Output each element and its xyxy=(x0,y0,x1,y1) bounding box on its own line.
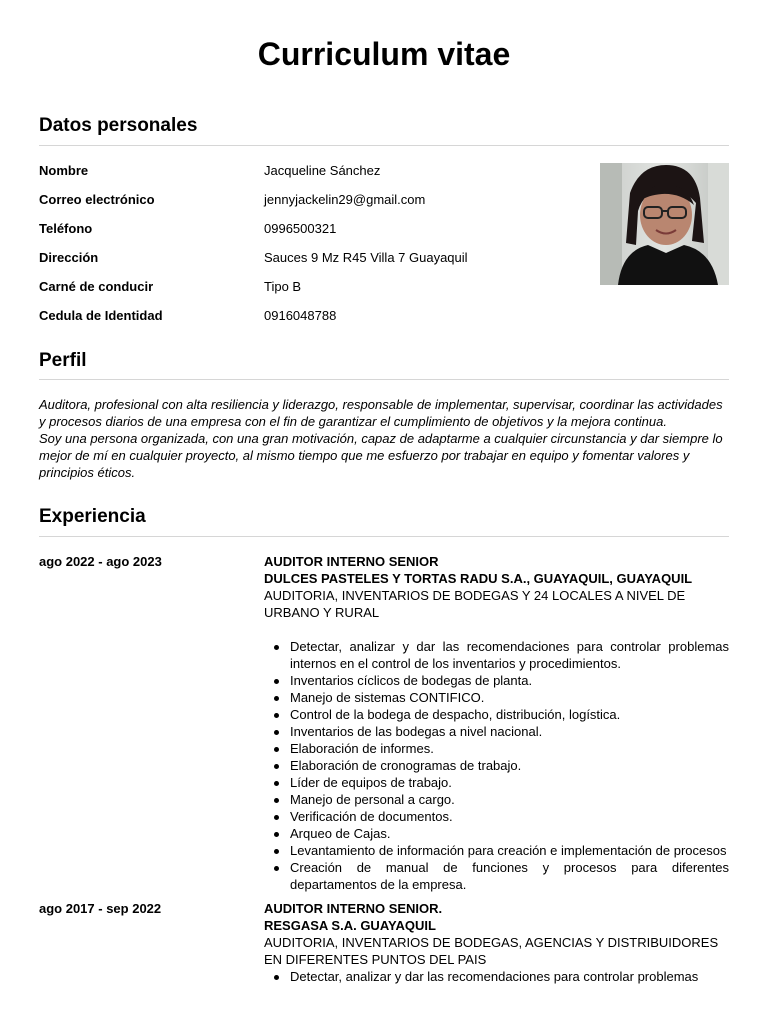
experience-bullet: Creación de manual de funciones y procesos para diferentes departamentos de la empresa. xyxy=(264,859,729,893)
personal-value: Sauces 9 Mz R45 Villa 7 Guayaquil xyxy=(264,250,468,265)
personal-value: Jacqueline Sánchez xyxy=(264,163,381,178)
personal-label: Cedula de Identidad xyxy=(39,308,163,323)
experience-bullet: Levantamiento de información para creación e implementación de procesos xyxy=(264,842,729,859)
personal-row-address xyxy=(39,250,579,268)
experience-bullet: Elaboración de cronogramas de trabajo. xyxy=(264,757,729,774)
section-divider xyxy=(39,536,729,537)
personal-value: Tipo B xyxy=(264,279,302,294)
profile-paragraph: Soy una persona organizada, con una gran motivación, capaz de adaptarme a cualquier circunstancia y dar siempre lo mejor de mí en cualquier proyecto, al mismo tiempo que me esfuerzo por trabajar en equipo y fomentar valores y principios éticos. xyxy=(39,431,723,480)
document-title: Curriculum vitae xyxy=(257,36,511,72)
section-divider xyxy=(39,379,729,380)
experience-bullet: Arqueo de Cajas. xyxy=(264,825,729,842)
personal-label: Correo electrónico xyxy=(39,192,155,207)
experience-bullet: Líder de equipos de trabajo. xyxy=(264,774,729,791)
experience-role: AUDITOR INTERNO SENIOR. xyxy=(264,901,443,916)
experience-dates: ago 2022 - ago 2023 xyxy=(39,554,162,569)
experience-bullet-list xyxy=(264,968,729,985)
personal-row-name xyxy=(39,163,579,181)
experience-bullet: Control de la bodega de despacho, distribución, logística. xyxy=(264,706,729,723)
experience-summary: AUDITORIA, INVENTARIOS DE BODEGAS Y 24 LOCALES A NIVEL DE URBANO Y RURAL xyxy=(264,588,686,620)
personal-label: Dirección xyxy=(39,250,99,265)
personal-value: 0996500321 xyxy=(264,221,337,236)
experience-bullet: Manejo de personal a cargo. xyxy=(264,791,729,808)
personal-label: Nombre xyxy=(39,163,89,178)
experience-bullet: Detectar, analizar y dar las recomendaciones para controlar problemas internos en el control de los inventarios y procedimientos. xyxy=(264,638,729,672)
personal-value: jennyjackelin29@gmail.com xyxy=(264,192,426,207)
experience-summary: AUDITORIA, INVENTARIOS DE BODEGAS, AGENCIAS Y DISTRIBUIDORES EN DIFERENTES PUNTOS DEL PAIS xyxy=(264,935,719,967)
experience-dates: ago 2017 - sep 2022 xyxy=(39,901,162,916)
experience-company: RESGASA S.A. GUAYAQUIL xyxy=(264,918,436,933)
experience-bullet: Elaboración de informes. xyxy=(264,740,729,757)
section-heading-experience: Experiencia xyxy=(39,506,146,527)
experience-bullet: Inventarios de las bodegas a nivel nacional. xyxy=(264,723,729,740)
section-heading-profile: Perfil xyxy=(39,350,87,371)
experience-bullet: Detectar, analizar y dar las recomendaciones para controlar problemas xyxy=(264,968,729,985)
experience-bullet-list xyxy=(264,638,729,893)
experience-entry xyxy=(264,553,729,893)
experience-bullet: Manejo de sistemas CONTIFICO. xyxy=(264,689,729,706)
personal-row-license xyxy=(39,279,579,297)
experience-bullet: Inventarios cíclicos de bodegas de planta. xyxy=(264,672,729,689)
personal-row-id xyxy=(39,308,579,326)
profile-paragraph: Auditora, profesional con alta resiliencia y liderazgo, responsable de implementar, supervisar, coordinar las actividades y procesos diarios de una empresa con el fin de garantizar el cumplimiento de objetivos y la mejora continua. xyxy=(39,397,723,429)
experience-entry xyxy=(264,900,729,985)
experience-bullet: Verificación de documentos. xyxy=(264,808,729,825)
experience-role: AUDITOR INTERNO SENIOR xyxy=(264,554,439,569)
personal-label: Teléfono xyxy=(39,221,93,236)
profile-text xyxy=(39,396,731,481)
personal-row-phone xyxy=(39,221,579,239)
personal-row-email xyxy=(39,192,579,210)
profile-photo xyxy=(600,163,729,285)
personal-value: 0916048788 xyxy=(264,308,337,323)
personal-label: Carné de conducir xyxy=(39,279,154,294)
section-divider xyxy=(39,145,729,146)
experience-company: DULCES PASTELES Y TORTAS RADU S.A., GUAYAQUIL, GUAYAQUIL xyxy=(264,571,693,586)
section-heading-personal: Datos personales xyxy=(39,115,198,136)
